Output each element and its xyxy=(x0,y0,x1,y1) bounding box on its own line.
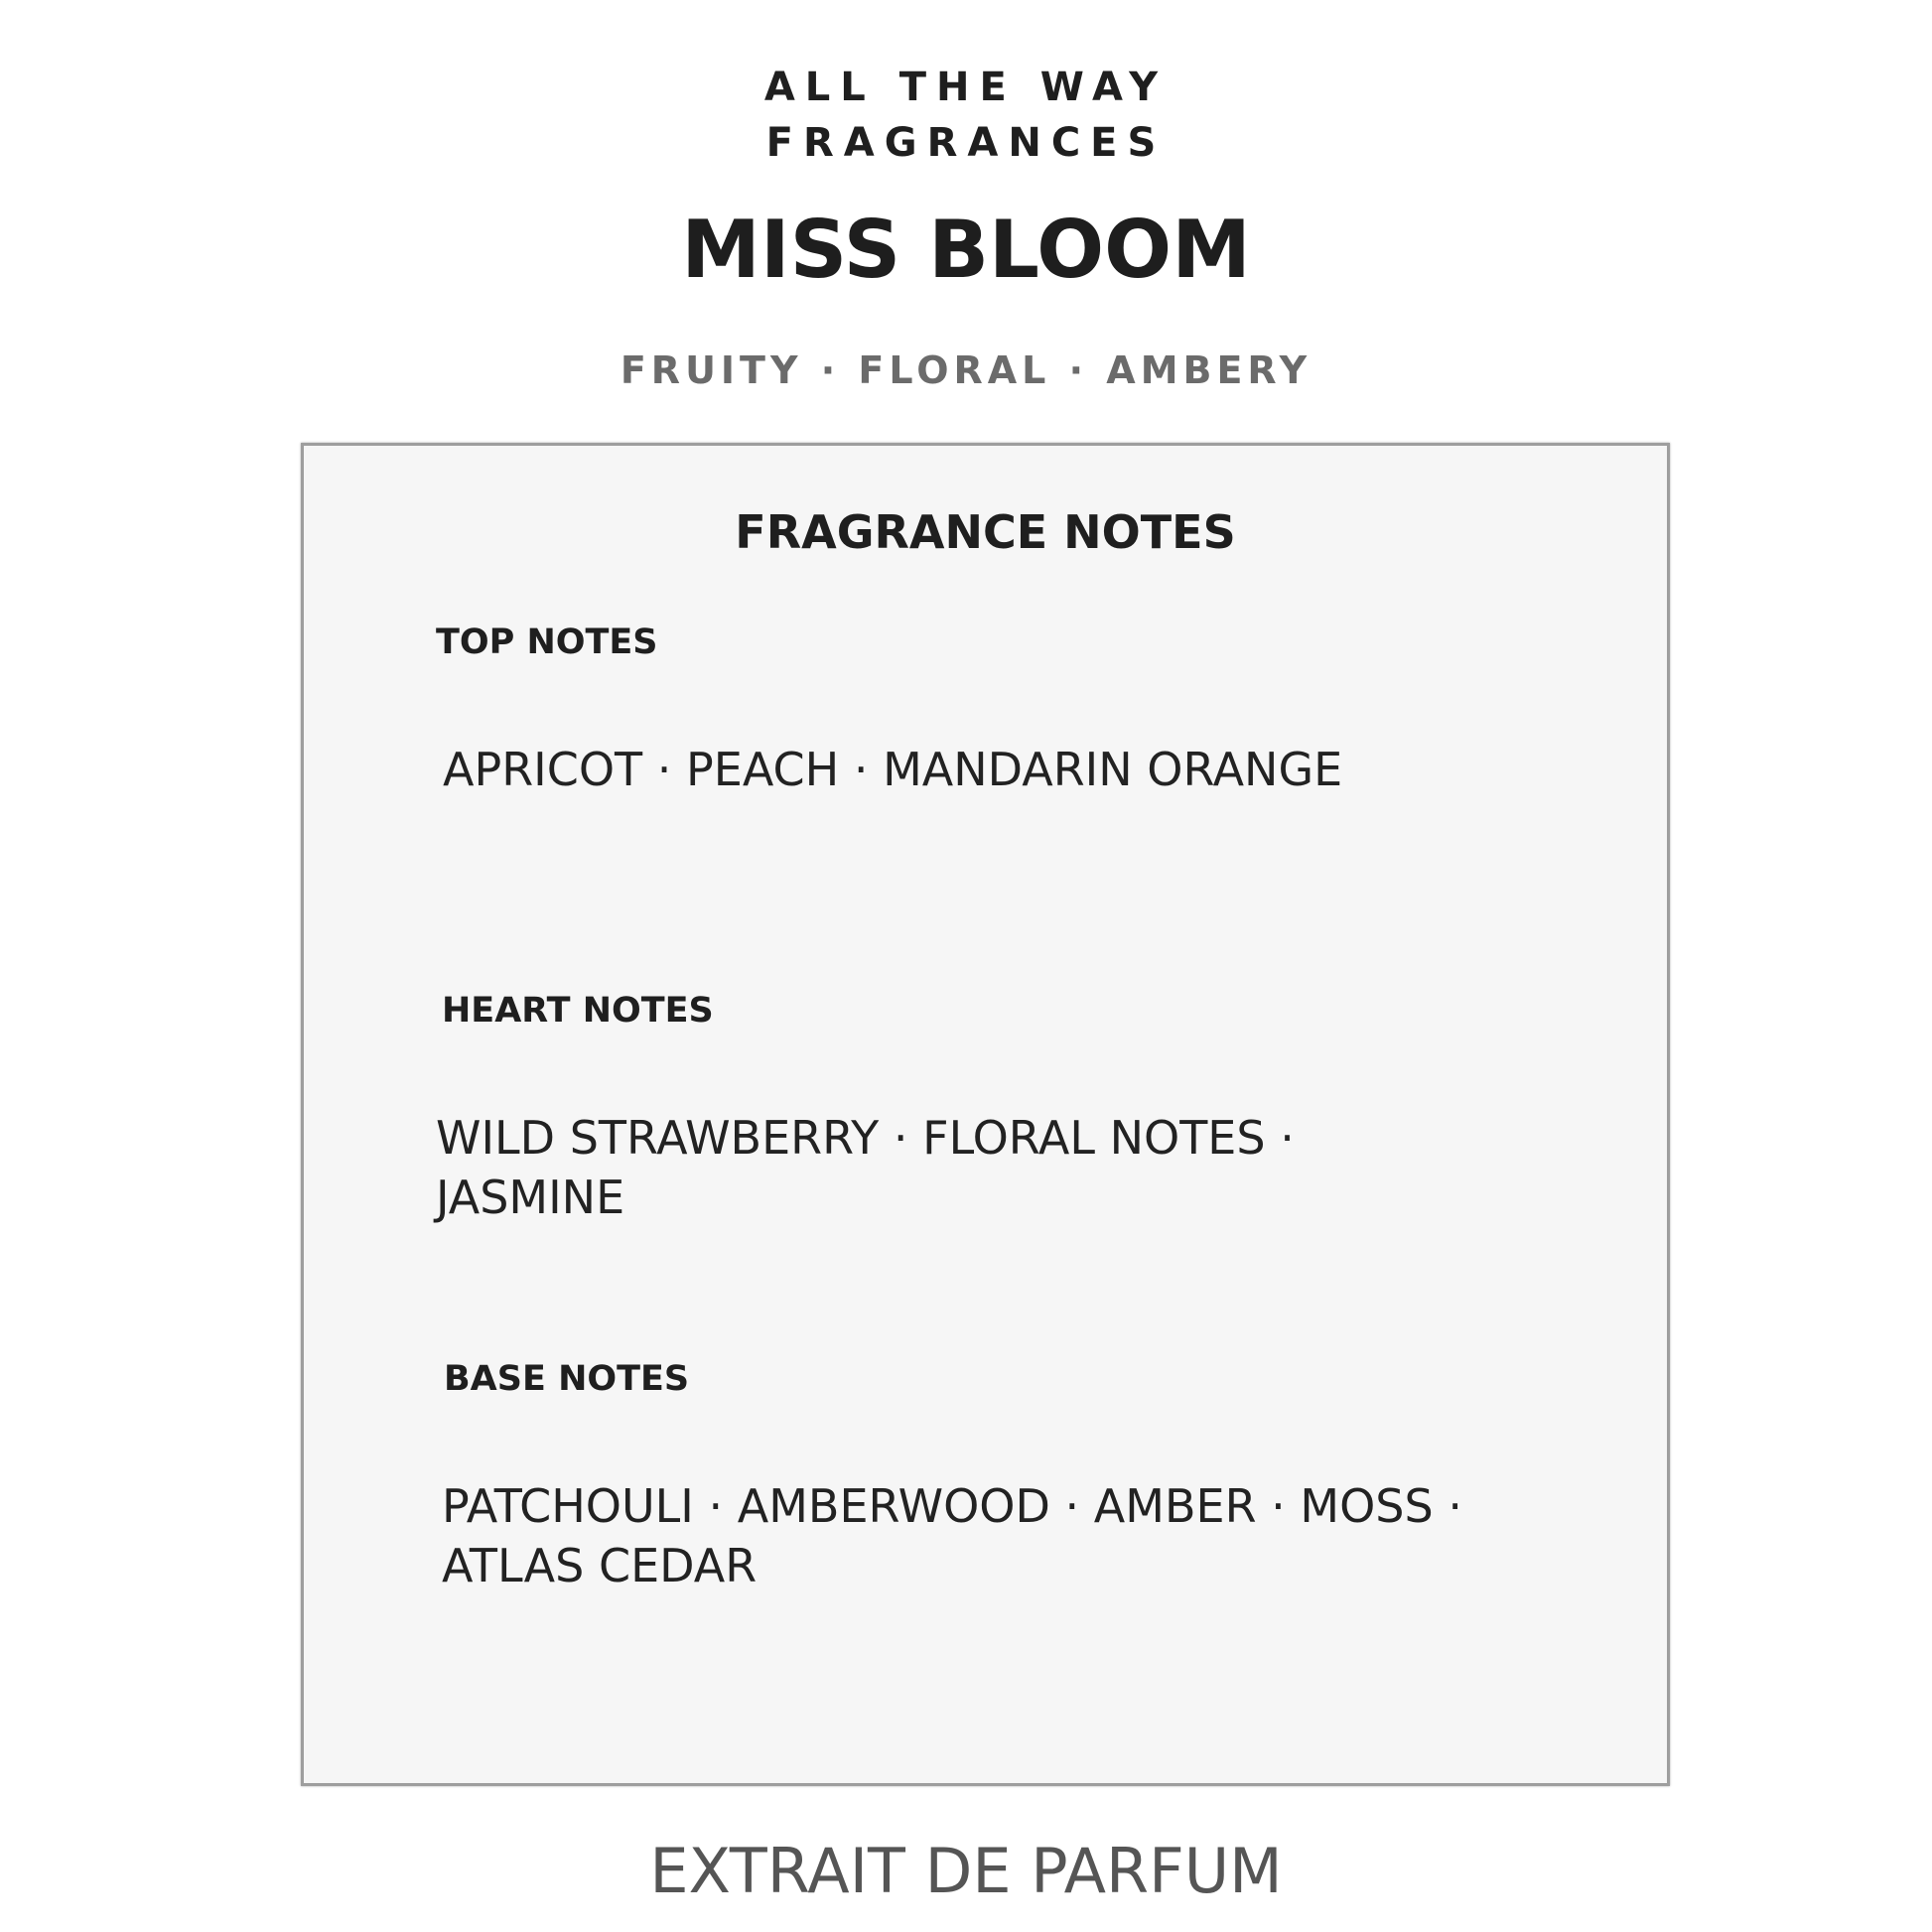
brand-name-line-1: ALL THE WAY xyxy=(763,65,1169,110)
product-title: MISS BLOOM xyxy=(681,204,1251,296)
top-notes-list: APRICOT · PEACH · MANDARIN ORANGE xyxy=(443,743,1343,796)
brand-name-line-2: FRAGRANCES xyxy=(765,120,1167,166)
base-notes-list-line-2: ATLAS CEDAR xyxy=(442,1539,758,1592)
heart-notes-list-line-1: WILD STRAWBERRY · FLORAL NOTES · xyxy=(436,1111,1295,1165)
top-notes-label: TOP NOTES xyxy=(436,622,658,662)
base-notes-label: BASE NOTES xyxy=(444,1359,690,1399)
base-notes-list-line-1: PATCHOULI · AMBERWOOD · AMBER · MOSS · xyxy=(442,1479,1462,1533)
heart-notes-list-line-2: JASMINE xyxy=(436,1171,625,1224)
fragrance-notes-card xyxy=(301,443,1670,1786)
scent-family: FRUITY · FLORAL · AMBERY xyxy=(620,348,1312,392)
product-type: EXTRAIT DE PARFUM xyxy=(649,1835,1283,1907)
card-heading: FRAGRANCE NOTES xyxy=(735,505,1236,559)
heart-notes-label: HEART NOTES xyxy=(442,991,714,1031)
